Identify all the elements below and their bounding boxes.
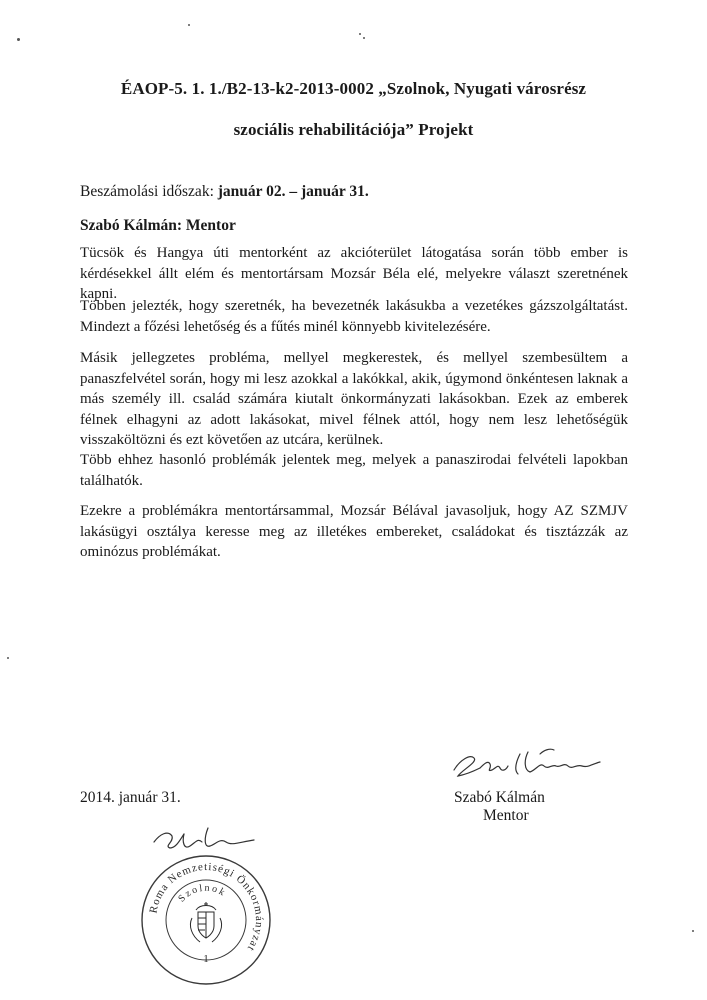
scan-speck xyxy=(363,37,365,39)
reporting-period-value: január 02. – január 31. xyxy=(217,183,369,200)
signer-name: Szabó Kálmán xyxy=(454,789,545,806)
paragraph-1: Tücsök és Hangya úti mentorként az akcióterület látogatása során több ember is kérdésekkel állt elém és mentortársam Mozsár Béla elé, melyekre választ szeretnének kapni. xyxy=(80,245,628,302)
reporting-period xyxy=(80,183,369,201)
scan-speck xyxy=(692,930,694,932)
scan-speck xyxy=(359,33,361,35)
paragraph-5: Ezekre a problémákra mentortársammal, Mozsár Bélával javasoljuk, hogy AZ SZMJV lakásügyi osztálya keresse meg az illetékes embereket, családokat és tisztázzák az ominózus problémákat. xyxy=(80,503,628,560)
official-stamp xyxy=(138,852,274,988)
scan-speck xyxy=(17,38,20,41)
paragraph-4: Több ehhez hasonló problémák jelentek meg, melyek a panaszirodai felvételi lapokban találhatók. xyxy=(80,452,628,489)
paragraph-3: Másik jellegzetes probléma, mellyel megkerestek, és mellyel szembesültem a panaszfelvétel során, hogy mi lesz azokkal a lakókkal, akik, úgymond önkéntesen laknak a más személy ill. család számára kiutalt önkormányzati lakásokban. Ezek az emberek félnek elhagyni az adott lakásokat, mivel félnek attól, hogy nem lesz lehetőségük visszaköltözni és ezt követően az utcára, kerülnek. xyxy=(80,350,628,448)
reporting-period-label: Beszámolási időszak: xyxy=(80,183,218,200)
svg-text:Roma Nemzetiségi Önkormányzat xyxy=(147,861,265,954)
coat-of-arms-icon xyxy=(190,902,221,942)
stamp-number: 1 xyxy=(203,953,209,965)
author-heading: Szabó Kálmán: Mentor xyxy=(80,217,236,234)
stamp-city: Szolnok xyxy=(176,882,229,905)
scan-speck xyxy=(188,24,190,26)
signature-scribble xyxy=(440,740,610,788)
document-date: 2014. január 31. xyxy=(80,789,181,806)
paragraph-2: Többen jelezték, hogy szeretnék, ha bevezetnék lakásukba a vezetékes gázszolgáltatást. Mindezt a főzési lehetőség és a fűtés minél könnyebb kivitelezésére. xyxy=(80,298,628,335)
document-title-line-2: szociális rehabilitációja” Projekt xyxy=(233,120,474,139)
document-title-line-1: ÉAOP-5. 1. 1./B2-13-k2-2013-0002 „Szolnok, Nyugati városrész xyxy=(120,79,587,98)
stamp-ring-text: Roma Nemzetiségi Önkormányzat xyxy=(147,860,266,954)
scan-speck xyxy=(7,657,9,659)
signer-role: Mentor xyxy=(483,807,529,824)
